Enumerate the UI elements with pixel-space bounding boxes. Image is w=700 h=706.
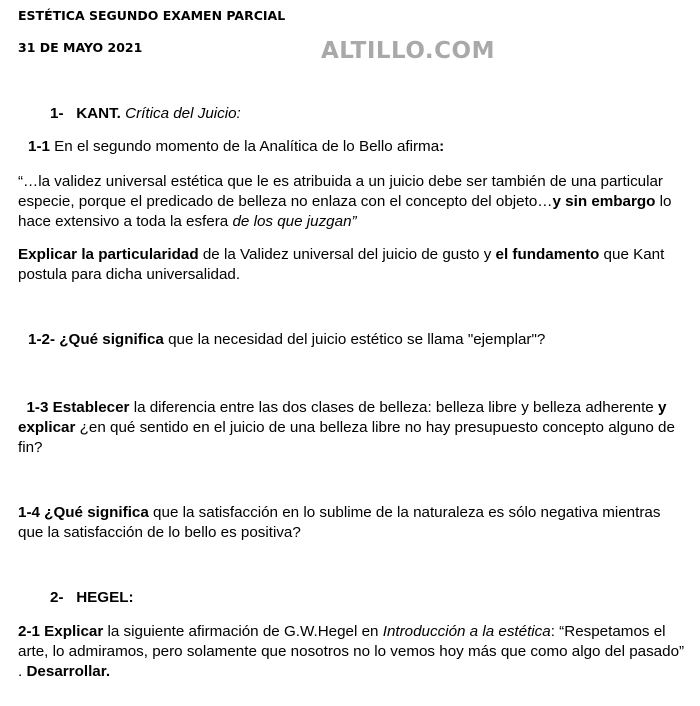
task-bold: Explicar la particularidad: [18, 246, 199, 263]
task-text: de la Validez universal del juicio de gusto y: [198, 246, 496, 263]
question-bold: Explicar: [39, 623, 104, 640]
question-number: 1-3: [26, 399, 49, 416]
task-bold-2: el fundamento: [495, 246, 600, 263]
question-1-2: [28, 330, 698, 350]
question-number: 2-1: [18, 623, 40, 640]
question-number: 1-1: [28, 138, 50, 155]
question-number: 1-4: [18, 504, 40, 521]
question-text: la siguiente afirmación de G.W.Hegel en: [103, 623, 383, 640]
question-2-1: [18, 622, 688, 682]
question-1-4: [18, 503, 688, 543]
question-text: que la satisfacción en lo sublime de la naturaleza es sólo negativa mientras que la satisfacción de lo bello es positiva?: [18, 504, 661, 541]
question-colon: :: [439, 138, 445, 155]
task-text-2: que Kant postula para dicha universalidad.: [18, 246, 665, 283]
exam-date: 31 DE MAYO 2021: [18, 40, 143, 55]
quote-text: “…la validez universal estética que le es atribuida a un juicio debe ser también de una particular especie, porque el predicado de belleza no enlaza con el concepto del objeto…: [18, 173, 663, 210]
question-bold-end: Desarrollar.: [26, 663, 111, 680]
section-number: 1-: [50, 105, 64, 122]
section-number: 2-: [50, 589, 64, 606]
question-italic: Introducción a la estética: [382, 623, 551, 640]
question-1-1-task: [18, 245, 688, 285]
kant-quote: [18, 172, 688, 232]
question-text-2: : “Respetamos el arte, lo admiramos, pero solamente que nosotros no lo vemos hoy más que como algo del pasado” .: [18, 623, 685, 680]
question-text: que la necesidad del juicio estético se llama "ejemplar"?: [163, 331, 546, 348]
quote-text-2: lo hace extensivo a toda la esfera: [18, 193, 672, 230]
section-work: Crítica del Juicio:: [125, 105, 241, 122]
section-author: KANT.: [76, 105, 121, 122]
question-bold: ¿Qué significa: [55, 331, 164, 348]
question-text: la diferencia entre las dos clases de belleza: belleza libre y belleza adherente: [129, 399, 658, 416]
question-bold: Establecer: [48, 399, 130, 416]
question-bold: ¿Qué significa: [39, 504, 149, 521]
exam-title: ESTÉTICA SEGUNDO EXAMEN PARCIAL: [18, 8, 286, 23]
question-text: En el segundo momento de la Analítica de lo Bello afirma: [49, 138, 440, 155]
question-1-3: [18, 398, 688, 458]
question-text-2: ¿en qué sentido en el juicio de una belleza libre no hay presupuesto concepto alguno de fin?: [18, 419, 675, 456]
section-2-heading: [50, 588, 134, 608]
question-1-1-intro: [28, 137, 698, 157]
quote-italic: de los que juzgan”: [232, 213, 357, 230]
quote-bold: y sin embargo: [552, 193, 656, 210]
section-1-heading: [50, 104, 241, 124]
question-number: 1-2-: [28, 331, 56, 348]
section-author: HEGEL:: [76, 589, 134, 606]
question-bold-2: y explicar: [18, 399, 667, 436]
watermark: ALTILLO.COM: [321, 38, 495, 64]
